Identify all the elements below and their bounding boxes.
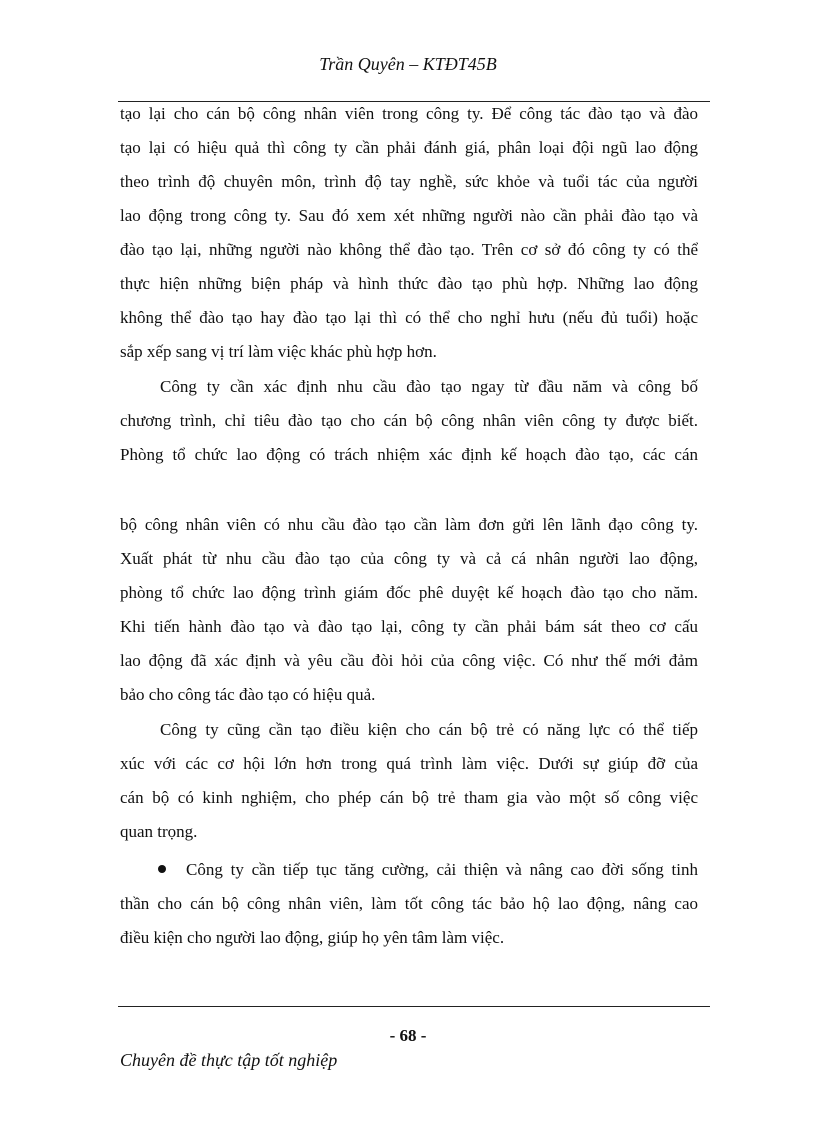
text-line: Khi tiến hành đào tạo và đào tạo lại, công ty cần phải bám sát theo cơ cấu — [120, 617, 698, 636]
footer-title: Chuyên đề thực tập tốt nghiệp — [120, 1050, 338, 1070]
text-line: quan trọng. — [120, 822, 198, 841]
bullet-item — [120, 853, 698, 887]
text-line: thần cho cán bộ công nhân viên, làm tốt công tác bảo hộ lao động, nâng cao — [120, 894, 698, 913]
text-line: sắp xếp sang vị trí làm việc khác phù hợp hơn. — [120, 342, 437, 361]
paragraph-2 — [120, 370, 698, 472]
text-line: Công ty cũng cần tạo điều kiện cho cán bộ trẻ có năng lực có thể tiếp — [160, 720, 698, 739]
page-number: - 68 - — [389, 1026, 427, 1045]
text-line: chương trình, chỉ tiêu đào tạo cho cán bộ công nhân viên công ty được biết. — [120, 411, 698, 430]
text-line: bảo cho công tác đào tạo có hiệu quả. — [120, 685, 376, 704]
text-line: Công ty cần tiếp tục tăng cường, cải thiện và nâng cao đời sống tinh — [186, 860, 698, 879]
paragraph-1 — [120, 97, 698, 369]
text-line: điều kiện cho người lao động, giúp họ yên tâm làm việc. — [120, 928, 505, 947]
bullet-icon — [158, 865, 166, 873]
page-header-author: Trần Quyên – KTĐT45B — [319, 54, 497, 74]
text-line: bộ công nhân viên có nhu cầu đào tạo cần làm đơn gửi lên lãnh đạo công ty. — [120, 515, 698, 534]
text-line: không thể đào tạo hay đào tạo lại thì có thể cho nghỉ hưu (nếu đủ tuổi) hoặc — [120, 308, 698, 327]
paragraph-3 — [120, 508, 698, 712]
text-line: tạo lại cho cán bộ công nhân viên trong công ty. Để công tác đào tạo và đào — [120, 104, 698, 123]
text-line: thực hiện những biện pháp và hình thức đào tạo phù hợp. Những lao động — [120, 274, 698, 293]
text-line: lao động đã xác định và yêu cầu đòi hỏi của công việc. Có như thế mới đảm — [120, 651, 698, 670]
text-line: phòng tổ chức lao động trình giám đốc phê duyệt kế hoạch đào tạo cho năm. — [120, 583, 698, 602]
text-line: lao động trong công ty. Sau đó xem xét những người nào cần phải đào tạo và — [120, 206, 698, 225]
text-line: Xuất phát từ nhu cầu đào tạo của công ty và cả cá nhân người lao động, — [120, 549, 698, 568]
text-line: Công ty cần xác định nhu cầu đào tạo ngay từ đầu năm và công bố — [160, 377, 698, 396]
text-line: cán bộ có kinh nghiệm, cho phép cán bộ trẻ tham gia vào một số công việc — [120, 788, 698, 807]
bullet-paragraph — [120, 853, 698, 955]
footer-divider — [118, 1006, 710, 1007]
text-line: xúc với các cơ hội lớn hơn trong quá trình làm việc. Dưới sự giúp đỡ của — [120, 754, 698, 773]
text-line: tạo lại có hiệu quả thì công ty cần phải đánh giá, phân loại đội ngũ lao động — [120, 138, 698, 157]
text-line: Phòng tổ chức lao động có trách nhiệm xác định kế hoạch đào tạo, các cán — [120, 445, 698, 464]
text-line: theo trình độ chuyên môn, trình độ tay nghề, sức khỏe và tuổi tác của người — [120, 172, 698, 191]
paragraph-4 — [120, 713, 698, 849]
text-line: đào tạo lại, những người nào không thể đào tạo. Trên cơ sở đó công ty có thể — [120, 240, 698, 259]
